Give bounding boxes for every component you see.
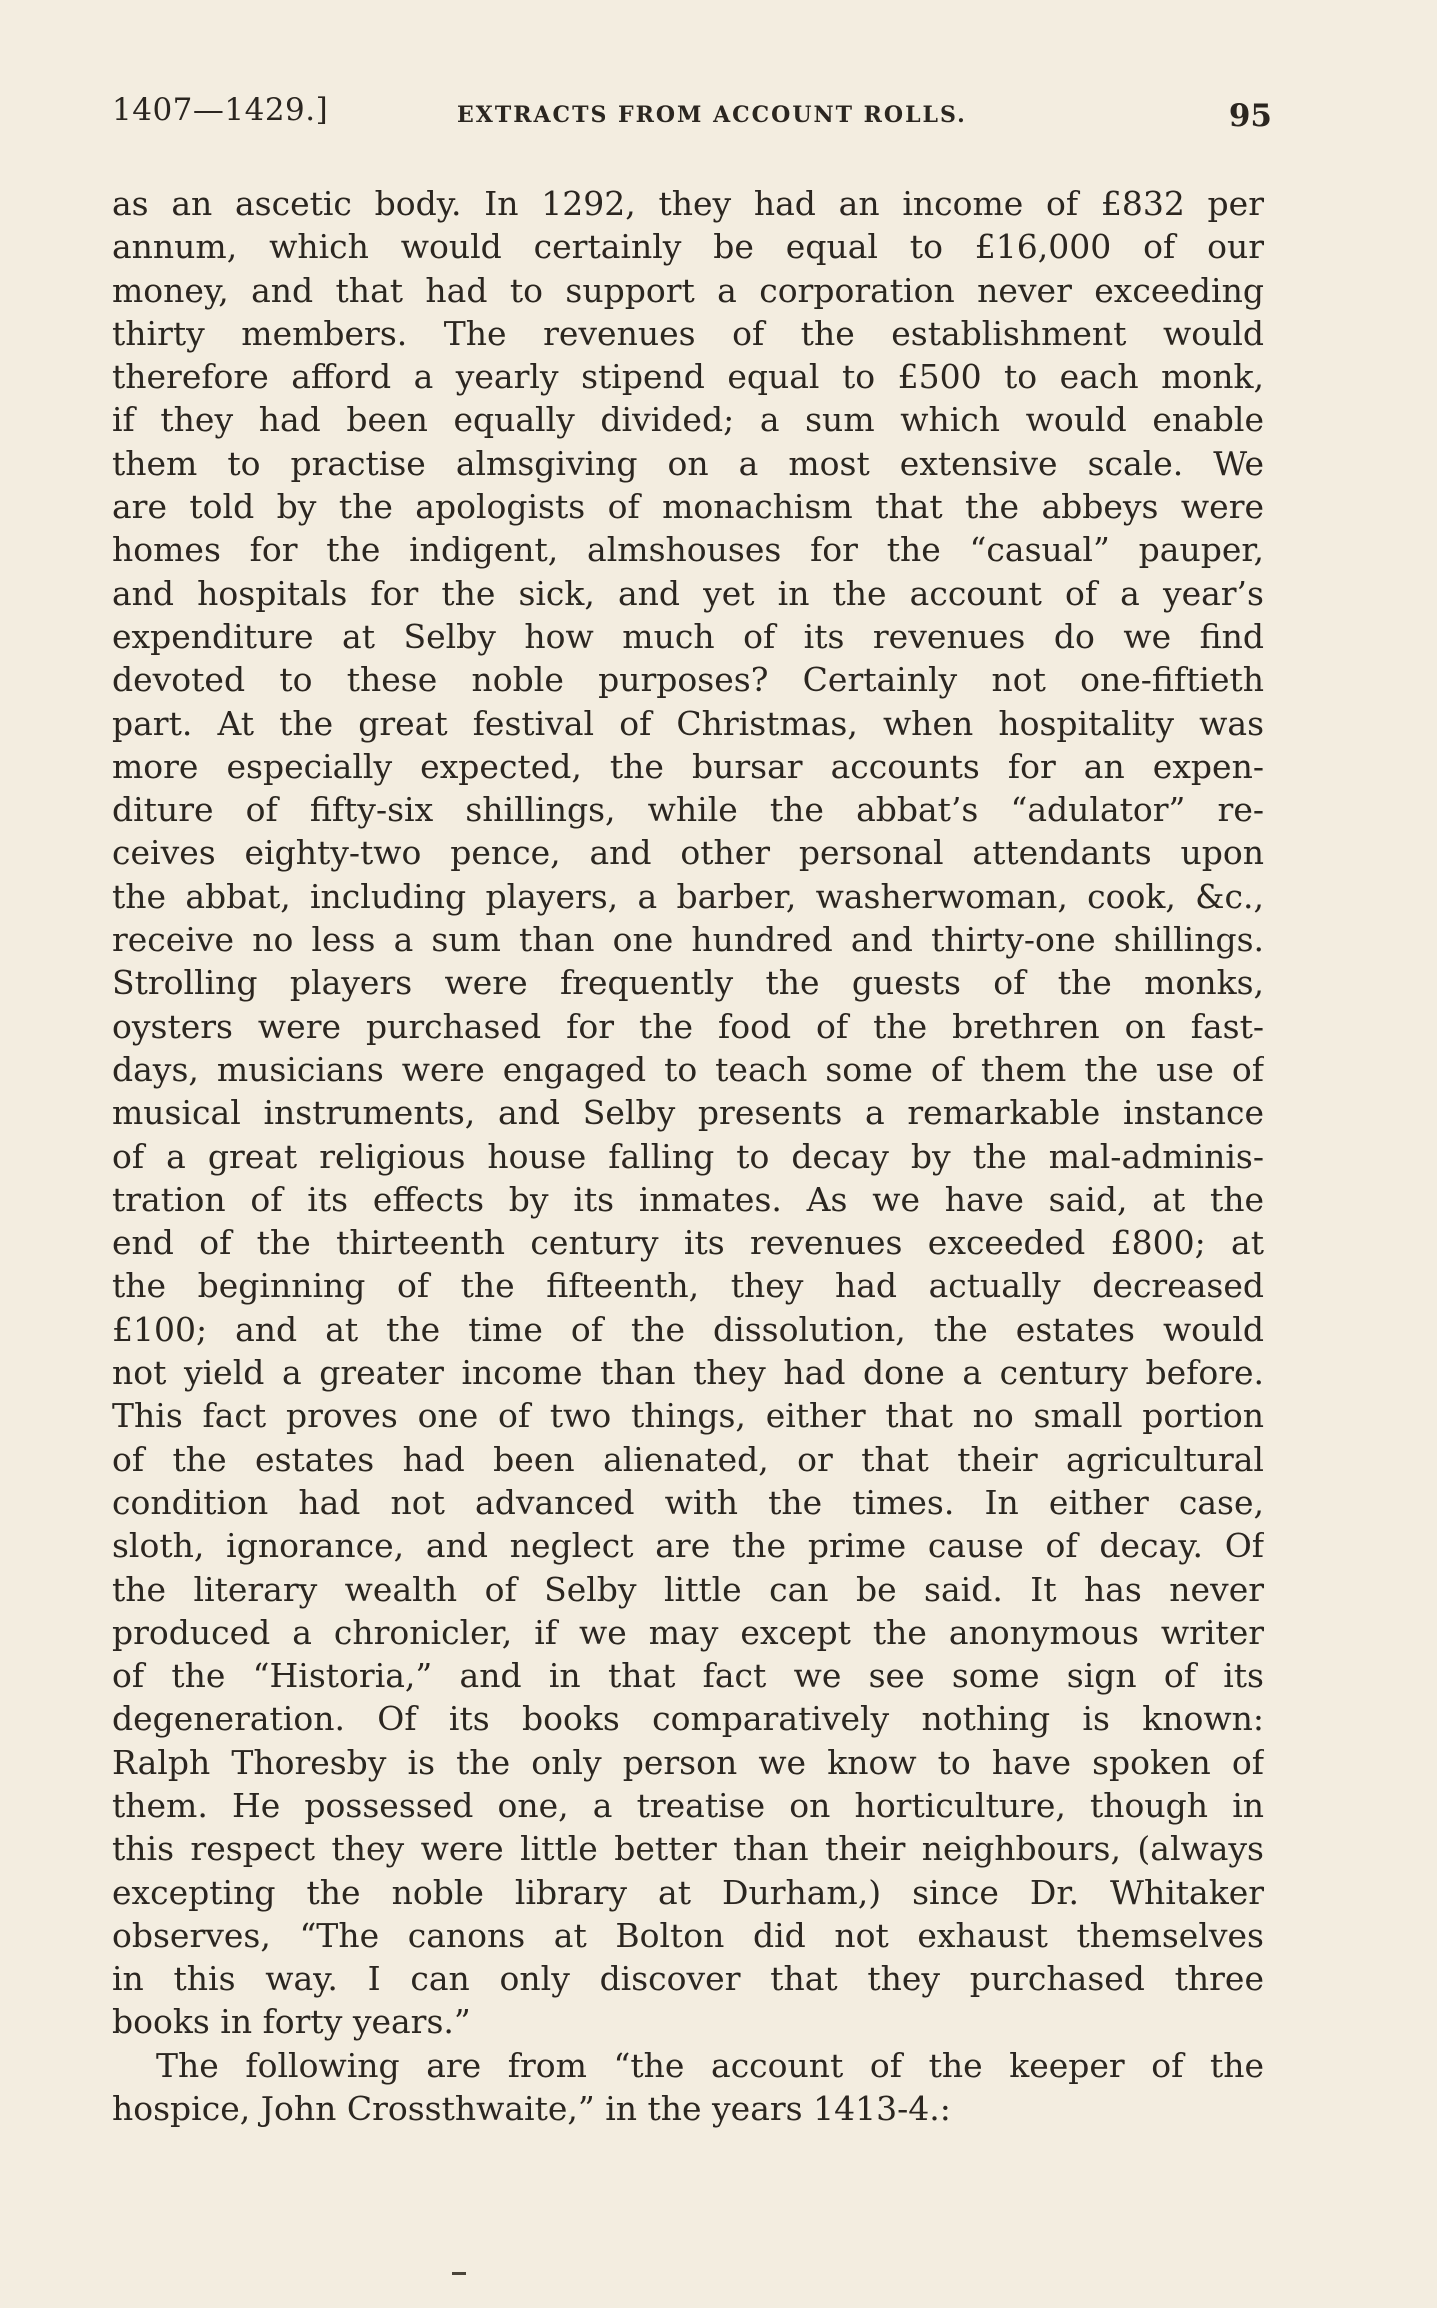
text-line: this respect they were little better than their neighbours, (always bbox=[112, 1829, 1264, 1869]
body-text bbox=[112, 182, 1264, 2130]
text-line: observes, “The canons at Bolton did not exhaust themselves bbox=[112, 1915, 1264, 1955]
text-line: end of the thirteenth century its revenues exceeded £800; at bbox=[112, 1223, 1264, 1263]
text-line: them. He possessed one, a treatise on horticulture, though in bbox=[112, 1785, 1264, 1825]
text-line: The following are from “the account of the keeper of the bbox=[156, 2045, 1264, 2085]
text-line: degeneration. Of its books comparatively nothing is known: bbox=[112, 1699, 1264, 1739]
text-line: if they had been equally divided; a sum which would enable bbox=[112, 400, 1264, 440]
text-line: of the estates had been alienated, or that their agricultural bbox=[112, 1439, 1264, 1479]
text-line: hospice, John Crossthwaite,” in the years 1413-4.: bbox=[112, 2089, 951, 2129]
text-line: receive no less a sum than one hundred and thirty-one shillings. bbox=[112, 920, 1264, 960]
page-number: 95 bbox=[1228, 98, 1272, 134]
text-line: Ralph Thoresby is the only person we know to have spoken of bbox=[112, 1742, 1264, 1782]
text-line: annum, which would certainly be equal to £16,000 of our bbox=[112, 227, 1264, 267]
text-line: of a great religious house falling to decay by the mal-adminis- bbox=[112, 1136, 1264, 1176]
text-line: musical instruments, and Selby presents a remarkable instance bbox=[112, 1093, 1264, 1133]
text-line: sloth, ignorance, and neglect are the prime cause of decay. Of bbox=[112, 1526, 1264, 1566]
text-line: more especially expected, the bursar accounts for an expen- bbox=[112, 746, 1264, 786]
text-line: books in forty years.” bbox=[112, 2002, 471, 2042]
text-line: are told by the apologists of monachism that the abbeys were bbox=[112, 487, 1264, 527]
text-line: as an ascetic body. In 1292, they had an income of £832 per bbox=[112, 184, 1264, 223]
text-line: £100; and at the time of the dissolution, the estates would bbox=[112, 1309, 1264, 1349]
running-head bbox=[112, 92, 1272, 140]
text-line: in this way. I can only discover that they purchased three bbox=[112, 1959, 1264, 1999]
text-line: and hospitals for the sick, and yet in the account of a year’s bbox=[112, 573, 1264, 613]
text-line: the literary wealth of Selby little can be said. It has never bbox=[112, 1569, 1264, 1609]
text-line: oysters were purchased for the food of the brethren on fast- bbox=[112, 1006, 1264, 1046]
text-line: homes for the indigent, almshouses for the “casual” pauper, bbox=[112, 530, 1264, 570]
text-line: the abbat, including players, a barber, washerwoman, cook, &c., bbox=[112, 876, 1264, 916]
text-line: tration of its effects by its inmates. As we have said, at the bbox=[112, 1179, 1264, 1219]
text-line: days, musicians were engaged to teach some of them the use of bbox=[112, 1049, 1264, 1089]
paragraph bbox=[112, 2044, 1264, 2131]
text-line: money, and that had to support a corporation never exceeding bbox=[112, 270, 1264, 310]
text-line: ceives eighty-two pence, and other personal attendants upon bbox=[112, 833, 1264, 873]
text-line: them to practise almsgiving on a most extensive scale. We bbox=[112, 443, 1264, 483]
text-line: produced a chronicler, if we may except the anonymous writer bbox=[112, 1612, 1264, 1652]
running-head-title: EXTRACTS FROM ACCOUNT ROLLS. bbox=[457, 102, 967, 128]
text-line: therefore afford a yearly stipend equal to £500 to each monk, bbox=[112, 357, 1264, 397]
text-line: not yield a greater income than they had done a century before. bbox=[112, 1353, 1264, 1393]
text-line: Strolling players were frequently the guests of the monks, bbox=[112, 963, 1264, 1003]
running-head-years: 1407—1429.] bbox=[112, 92, 329, 128]
text-line: devoted to these noble purposes? Certainly not one-fiftieth bbox=[112, 660, 1264, 700]
text-line: excepting the noble library at Durham,) since Dr. Whitaker bbox=[112, 1872, 1264, 1912]
text-line: condition had not advanced with the times. In either case, bbox=[112, 1482, 1264, 1522]
text-line: the beginning of the fifteenth, they had actually decreased bbox=[112, 1266, 1264, 1306]
text-line: thirty members. The revenues of the establishment would bbox=[112, 313, 1264, 353]
footer-rule-mark bbox=[452, 2272, 466, 2275]
paragraph bbox=[112, 182, 1264, 2044]
text-line: part. At the great festival of Christmas, when hospitality was bbox=[112, 703, 1264, 743]
text-line: diture of fifty-six shillings, while the abbat’s “adulator” re- bbox=[112, 790, 1264, 830]
text-line: expenditure at Selby how much of its revenues do we find bbox=[112, 616, 1264, 656]
text-line: This fact proves one of two things, either that no small portion bbox=[112, 1396, 1264, 1436]
text-line: of the “Historia,” and in that fact we see some sign of its bbox=[112, 1656, 1264, 1696]
